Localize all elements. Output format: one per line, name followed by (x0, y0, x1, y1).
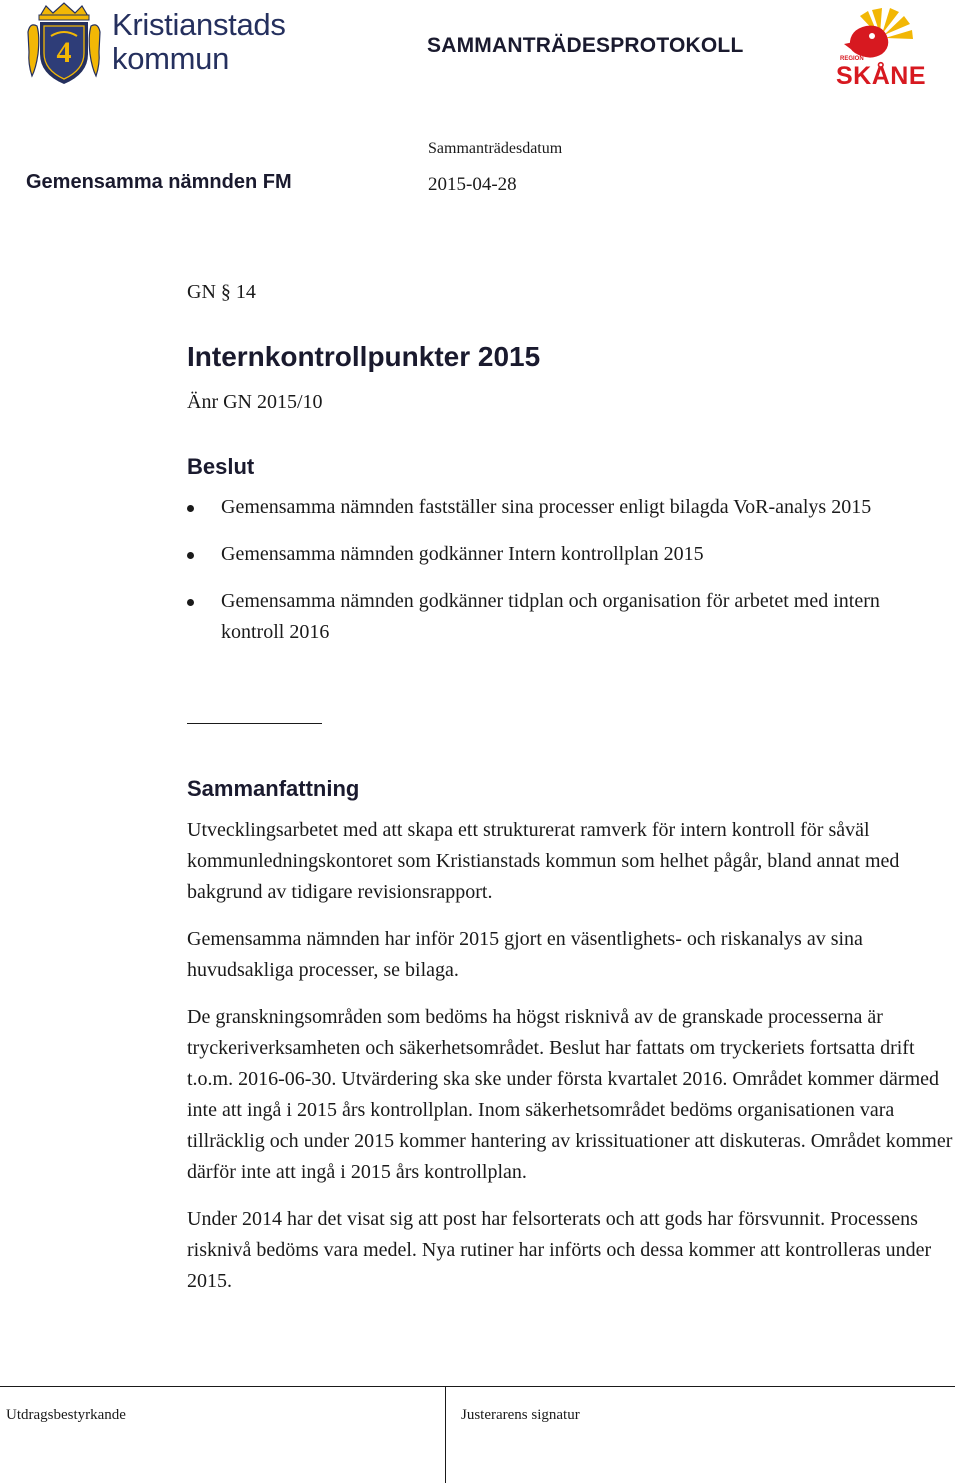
footer-rule (0, 1386, 955, 1387)
svg-text:4: 4 (56, 36, 72, 69)
adjuster-signature-label: Justerarens signatur (461, 1407, 580, 1423)
section-divider (187, 723, 322, 724)
region-small-text: REGION (840, 56, 864, 62)
municipality-name: Kristianstads kommun (112, 7, 286, 76)
list-item: Gemensamma nämnden godkänner tidplan och organisation för arbetet med intern kontroll 2016 (187, 586, 947, 648)
paragraph: Gemensamma nämnden har inför 2015 gjort en väsentlighets- och riskanalys av sina huvudsakliga processer, se bilaga. (187, 928, 863, 981)
section-reference: GN § 14 (187, 281, 256, 303)
paragraph: Utvecklingsarbetet med att skapa ett strukturerat ramverk för intern kontroll för såväl kommunledningskontoret som Kristianstads kommun som helhet pågår, bland annat med bakgrund av tidigare revisionsrapport. (187, 819, 900, 903)
page-title: Internkontrollpunkter 2015 (187, 341, 541, 372)
list-item: Gemensamma nämnden fastställer sina processer enligt bilagda VoR-analys 2015 (187, 492, 947, 523)
extract-certification-label: Utdragsbestyrkande (6, 1407, 126, 1423)
document-type: SAMMANTRÄDESPROTOKOLL (427, 34, 744, 57)
decision-list (187, 492, 947, 664)
municipality-logo (26, 2, 316, 88)
committee-name: Gemensamma nämnden FM (26, 171, 292, 193)
kristianstad-crest-icon (26, 2, 102, 88)
list-item: Gemensamma nämnden godkänner Intern kontrollplan 2015 (187, 539, 947, 570)
region-name: SKÅNE (836, 62, 927, 90)
paragraph: Under 2014 har det visat sig att post har felsorterats och att gods har försvunnit. Processens risknivå bedöms vara medel. Nya rutiner har införts och dessa kommer att kontrolleras under 2015. (187, 1208, 932, 1292)
footer-divider (445, 1387, 446, 1483)
region-skane-logo-icon (836, 4, 932, 62)
case-number: Änr GN 2015/10 (187, 391, 323, 413)
meeting-date-label: Sammanträdesdatum (428, 140, 563, 157)
decision-heading: Beslut (187, 454, 255, 479)
meeting-date: 2015-04-28 (428, 174, 517, 195)
region-skane-logo (836, 4, 932, 90)
summary-heading: Sammanfattning (187, 776, 360, 801)
paragraph: De granskningsområden som bedöms ha högst risknivå av de granskade processerna är tryckeriverksamheten och säkerhetsområdet. Beslut har fattats om tryckeriets fortsatta drift t.o.m. 2016-06-30. Utvärdering ska ske under första kvartalet 2016. Området kommer därmed inte att ingå i 2015 års kontrollplan. Inom säkerhetsområdet bedöms organisationen vara tillräcklig och under 2015 kommer hantering av krissituationer att diskuteras. Området kommer därför inte att ingå i 2015 års kontrollplan. (187, 1006, 953, 1183)
summary-body (187, 815, 960, 1313)
